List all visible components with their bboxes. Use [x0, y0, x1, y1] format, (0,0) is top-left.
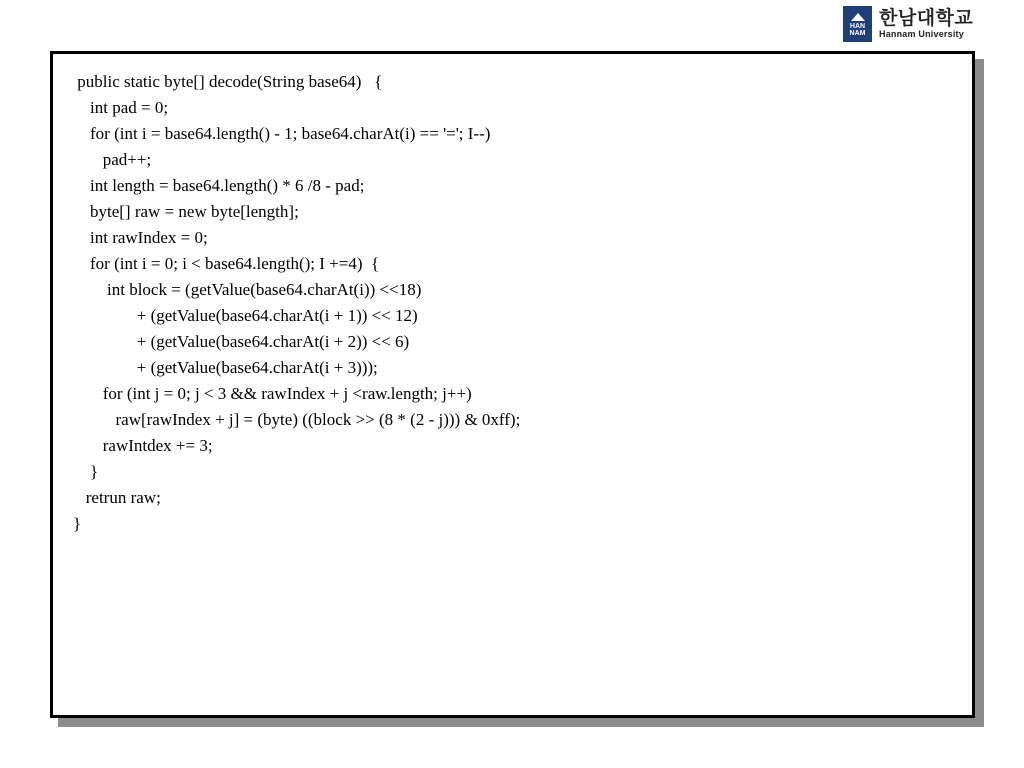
code-line: retrun raw;: [73, 488, 161, 507]
code-line: }: [73, 514, 82, 533]
hannam-emblem-icon: [843, 6, 872, 42]
code-line: }: [73, 462, 99, 481]
logo-name-korean: 한남대학교: [879, 7, 974, 29]
code-line: rawIntdex += 3;: [73, 436, 213, 455]
emblem-text-han: HAN: [849, 23, 866, 30]
code-block: [73, 69, 962, 537]
university-logo: [843, 6, 973, 42]
emblem-text-nam: NAM: [849, 30, 866, 37]
code-line: int rawIndex = 0;: [73, 228, 208, 247]
code-line: int length = base64.length() * 6 /8 - pad;: [73, 176, 365, 195]
code-box: [50, 51, 975, 718]
code-line: for (int i = 0; i < base64.length(); I +=4) {: [73, 254, 380, 273]
code-line: raw[rawIndex + j] = (byte) ((block >> (8 * (2 - j))) & 0xff);: [73, 410, 521, 429]
code-line: + (getValue(base64.charAt(i + 1)) << 12): [73, 306, 418, 325]
logo-text: [879, 8, 973, 40]
code-line: + (getValue(base64.charAt(i + 3)));: [73, 358, 378, 377]
logo-name-english: Hannam University: [879, 29, 964, 39]
code-line: + (getValue(base64.charAt(i + 2)) << 6): [73, 332, 410, 351]
code-line: byte[] raw = new byte[length];: [73, 202, 299, 221]
code-line: for (int j = 0; j < 3 && rawIndex + j <raw.length; j++): [73, 384, 472, 403]
emblem-roof-shape: [851, 13, 865, 21]
code-line: public static byte[] decode(String base64) {: [73, 72, 383, 91]
code-line: int block = (getValue(base64.charAt(i)) <<18): [73, 280, 422, 299]
code-line: for (int i = base64.length() - 1; base64.charAt(i) == '='; I--): [73, 124, 491, 143]
code-line: pad++;: [73, 150, 152, 169]
code-line: int pad = 0;: [73, 98, 169, 117]
